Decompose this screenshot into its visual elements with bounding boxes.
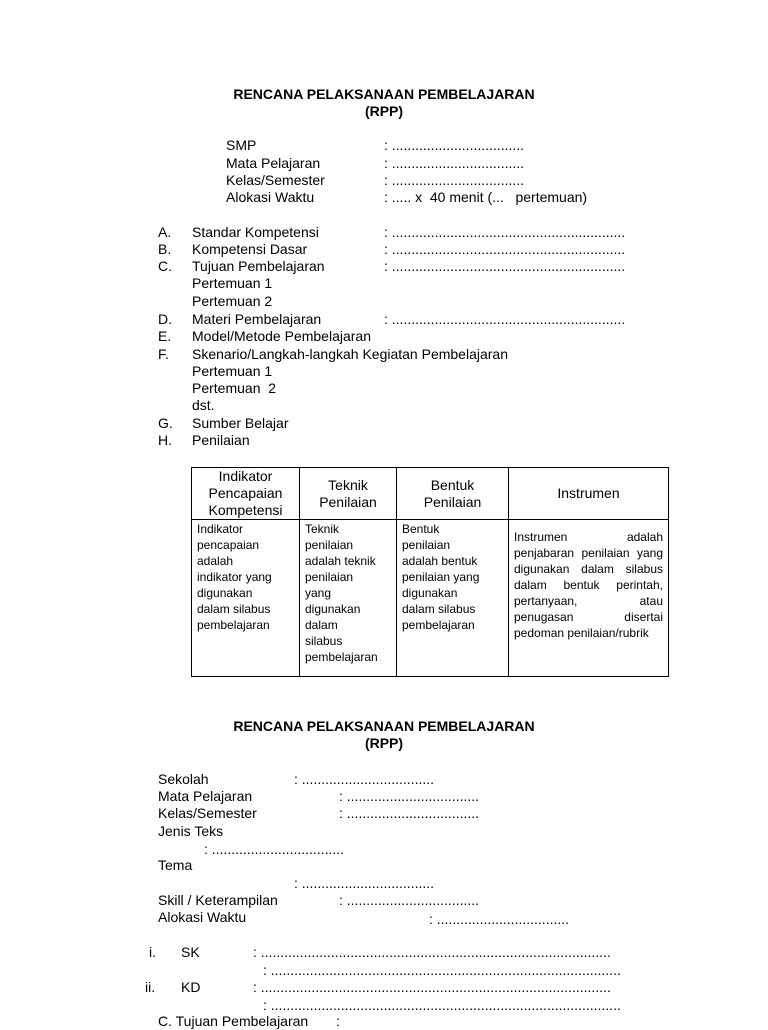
tujuan-label: C. Tujuan Pembelajaran — [158, 1013, 309, 1029]
item-value: : ............................................................ — [384, 311, 626, 327]
sekolah-value: : .................................. — [294, 771, 435, 787]
identity-value-smp: : .................................. — [384, 137, 525, 153]
rpp2-title: RENCANA PELAKSANAAN PEMBELAJARAN — [233, 718, 535, 734]
alokasi-label: Alokasi Waktu — [158, 909, 247, 925]
table-header-cell: Instrumen — [509, 468, 669, 520]
table-header-row — [192, 468, 669, 520]
item-text: Penilaian — [192, 432, 250, 448]
kelas-value: : .................................. — [339, 805, 480, 821]
sk-label: SK — [181, 944, 200, 960]
item-marker: H. — [158, 432, 172, 448]
kelas-label: Kelas/Semester — [158, 805, 257, 821]
identity-label-smp: SMP — [226, 137, 257, 153]
item-marker: F. — [158, 346, 169, 362]
sk-value-line2: : .......................................................................................... — [263, 962, 621, 978]
assessment-table — [191, 467, 669, 677]
identity-label-mapel: Mata Pelajaran — [226, 155, 321, 171]
kd-value-line2: : .......................................................................................... — [263, 997, 621, 1013]
item-value: : ............................................................ — [384, 224, 626, 240]
item-text: Pertemuan 2 — [192, 380, 277, 396]
identity-value-alokasi: : ..... x 40 menit (... pertemuan) — [384, 189, 588, 205]
table-row — [192, 520, 669, 677]
jenis-teks-value: : .................................. — [204, 841, 345, 857]
mapel-label: Mata Pelajaran — [158, 788, 253, 804]
item-value: : ............................................................ — [384, 258, 626, 274]
sk-value: : .......................................................................................... — [253, 944, 611, 960]
table-cell: Teknik penilaian adalah teknik penilaian yang digunakan dalam silabus pembelajaran — [300, 520, 397, 677]
tema-label: Tema — [158, 857, 193, 873]
item-text: Pertemuan 2 — [192, 293, 273, 309]
identity-label-kelas: Kelas/Semester — [226, 172, 325, 188]
identity-label-alokasi: Alokasi Waktu — [226, 189, 315, 205]
alokasi-value: : .................................. — [429, 911, 570, 927]
item-text: Model/Metode Pembelajaran — [192, 328, 371, 344]
item-value: : ............................................................ — [384, 241, 626, 257]
sekolah-label: Sekolah — [158, 771, 209, 787]
skill-value: : .................................. — [339, 892, 480, 908]
item-text: Materi Pembelajaran — [192, 311, 322, 327]
mapel-value: : .................................. — [339, 788, 480, 804]
table-cell: Bentuk penilaian adalah bentuk penilaian yang digunakan dalam silabus pembelajaran — [397, 520, 509, 677]
tema-value: : .................................. — [294, 875, 435, 891]
item-marker: B. — [158, 241, 172, 257]
skill-label: Skill / Keterampilan — [158, 892, 278, 908]
table-cell: Instrumen adalah penjabaran penilaian yang digunakan dalam silabus dalam bentuk perintah, pertanyaan, atau penugasan disertai pedoman penilaian/rubrik — [509, 520, 669, 677]
table-header-cell: Teknik Penilaian — [300, 468, 397, 520]
rpp1-title: RENCANA PELAKSANAAN PEMBELAJARAN — [233, 86, 535, 102]
rpp2-subtitle: (RPP) — [364, 735, 404, 751]
rpp1-subtitle: (RPP) — [364, 103, 404, 119]
item-marker: A. — [158, 224, 172, 240]
item-text: Tujuan Pembelajaran — [192, 258, 325, 274]
kd-label: KD — [181, 979, 201, 995]
item-marker: C. — [158, 258, 172, 274]
item-marker: E. — [158, 328, 172, 344]
item-text: Pertemuan 1 — [192, 363, 273, 379]
item-text: Skenario/Langkah-langkah Kegiatan Pembelajaran — [192, 346, 508, 362]
item-marker: G. — [158, 415, 173, 431]
kd-marker: ii. — [145, 979, 156, 995]
table-header-cell: Indikator Pencapaian Kompetensi — [192, 468, 300, 520]
item-marker: D. — [158, 311, 172, 327]
item-text: Kompetensi Dasar — [192, 241, 308, 257]
item-text: Sumber Belajar — [192, 415, 289, 431]
identity-value-mapel: : .................................. — [384, 155, 525, 171]
table-header-cell: Bentuk Penilaian — [397, 468, 509, 520]
kd-value: : .......................................................................................... — [253, 979, 611, 995]
tujuan-value: : — [336, 1013, 340, 1029]
jenis-teks-label: Jenis Teks — [158, 823, 224, 839]
item-text: Standar Kompetensi — [192, 224, 319, 240]
item-text: dst. — [192, 397, 215, 413]
table-cell: Indikator pencapaian adalah indikator yang digunakan dalam silabus pembelajaran — [192, 520, 300, 677]
item-text: Pertemuan 1 — [192, 275, 273, 291]
sk-marker: i. — [149, 944, 156, 960]
identity-value-kelas: : .................................. — [384, 172, 525, 188]
